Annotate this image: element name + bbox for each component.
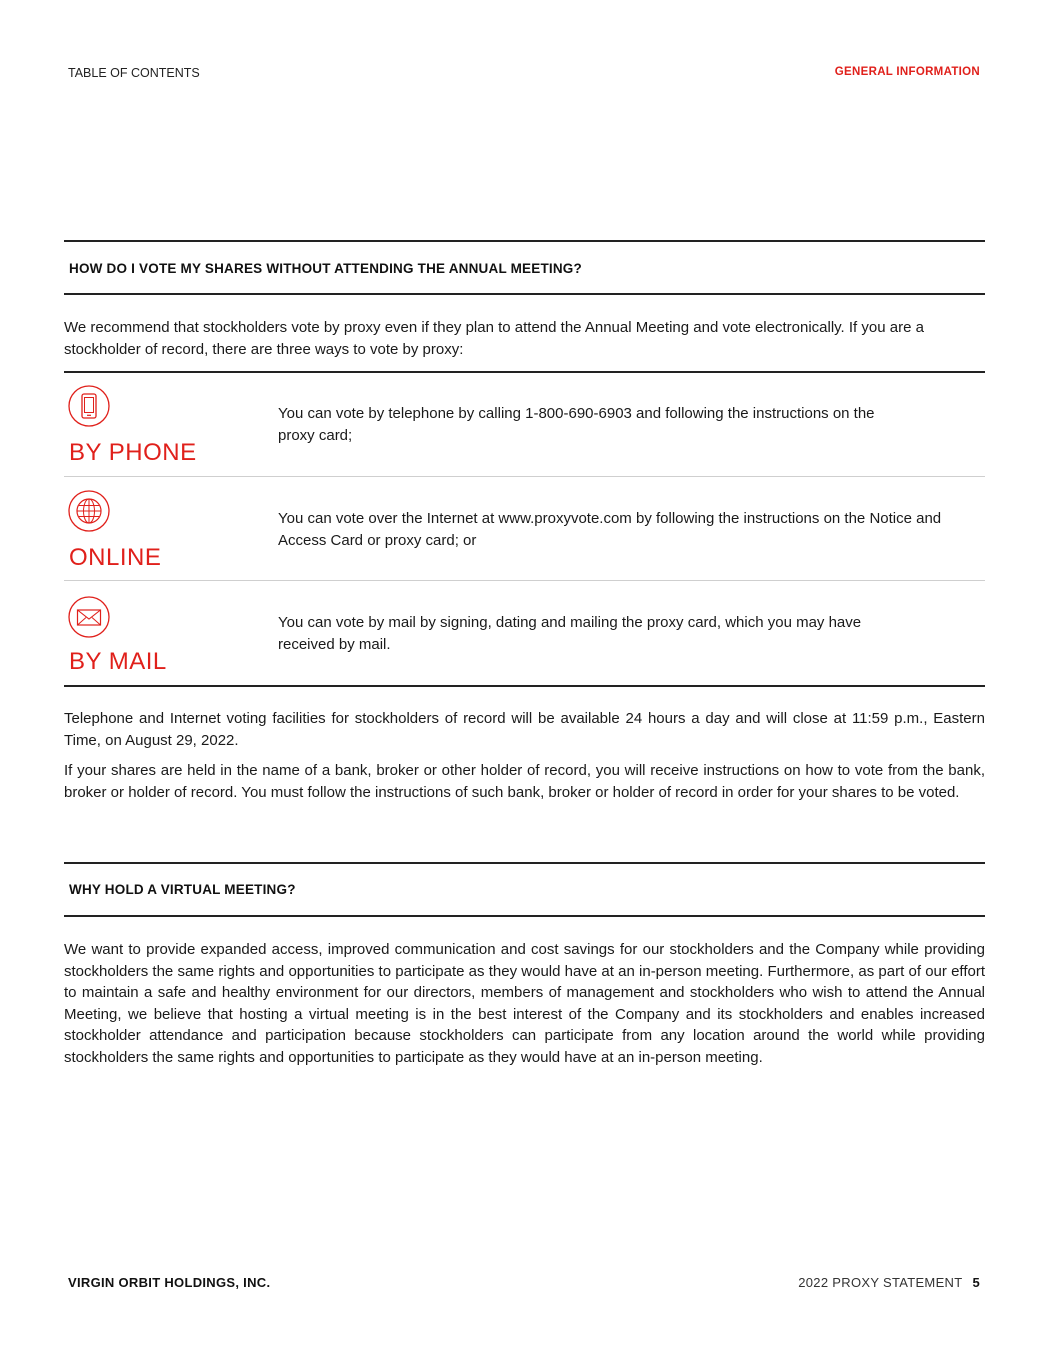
divider [64, 685, 985, 687]
section-title-virtual: WHY HOLD A VIRTUAL MEETING? [69, 882, 296, 897]
street-name-paragraph: If your shares are held in the name of a bank, broker or other holder of record, you will receive instructions on how to vote from the bank, broker or holder of record. You must follow the instructions of such bank, broker or holder of record in order for your shares to be voted. [64, 762, 985, 801]
method-label-online: ONLINE [69, 544, 162, 571]
divider [64, 580, 985, 581]
divider [64, 371, 985, 373]
section-title-vote: HOW DO I VOTE MY SHARES WITHOUT ATTENDING THE ANNUAL MEETING? [69, 261, 582, 276]
voting-hours-paragraph: Telephone and Internet voting facilities for stockholders of record will be available 24 hours a day and will close at 11:59 p.m., Eastern Time, on August 29, 2022. [64, 710, 985, 749]
footer-company: VIRGIN ORBIT HOLDINGS, INC. [68, 1275, 271, 1290]
method-text-online: You can vote over the Internet at www.proxyvote.com by following the instructions on the Notice and Access Card or proxy card; or [278, 510, 942, 549]
virtual-meeting-paragraph: We want to provide expanded access, improved communication and cost savings for our stockholders and the Company while providing stockholders the same rights and opportunities to participate as they would have at an in-person meeting. Furthermore, as part of our effort to maintain a safe and healthy environment for our directors, members of management and stockholders who wish to attend the Annual Meeting, we believe that hosting a virtual meeting is in the best interest of the Company and its stockholders and enables increased stockholder attendance and participation because stockholders can participate from any location around the world while providing stockholders the same rights and opportunities to participate as they would have at an in-person meeting. [64, 941, 985, 1066]
page-number: 5 [972, 1275, 980, 1290]
divider [64, 862, 985, 864]
envelope-icon [68, 596, 110, 638]
phone-icon [68, 385, 110, 427]
globe-icon [68, 490, 110, 532]
method-label-mail: BY MAIL [69, 648, 167, 675]
footer-doc-title: 2022 PROXY STATEMENT [798, 1275, 963, 1290]
method-label-phone: BY PHONE [69, 439, 197, 466]
table-of-contents-link[interactable]: TABLE OF CONTENTS [68, 66, 200, 80]
divider [64, 240, 985, 242]
divider [64, 915, 985, 917]
divider [64, 476, 985, 477]
method-text-phone: You can vote by telephone by calling 1-800-690-6903 and following the instructions on the proxy card; [278, 405, 875, 444]
vote-intro: We recommend that stockholders vote by proxy even if they plan to attend the Annual Meeting and vote electronically. If you are a stockholder of record, there are three ways to vote by proxy: [64, 319, 924, 358]
divider [64, 293, 985, 295]
footer-doc [798, 1275, 980, 1290]
section-header: GENERAL INFORMATION [834, 66, 980, 78]
method-text-mail: You can vote by mail by signing, dating and mailing the proxy card, which you may have received by mail. [278, 614, 862, 653]
